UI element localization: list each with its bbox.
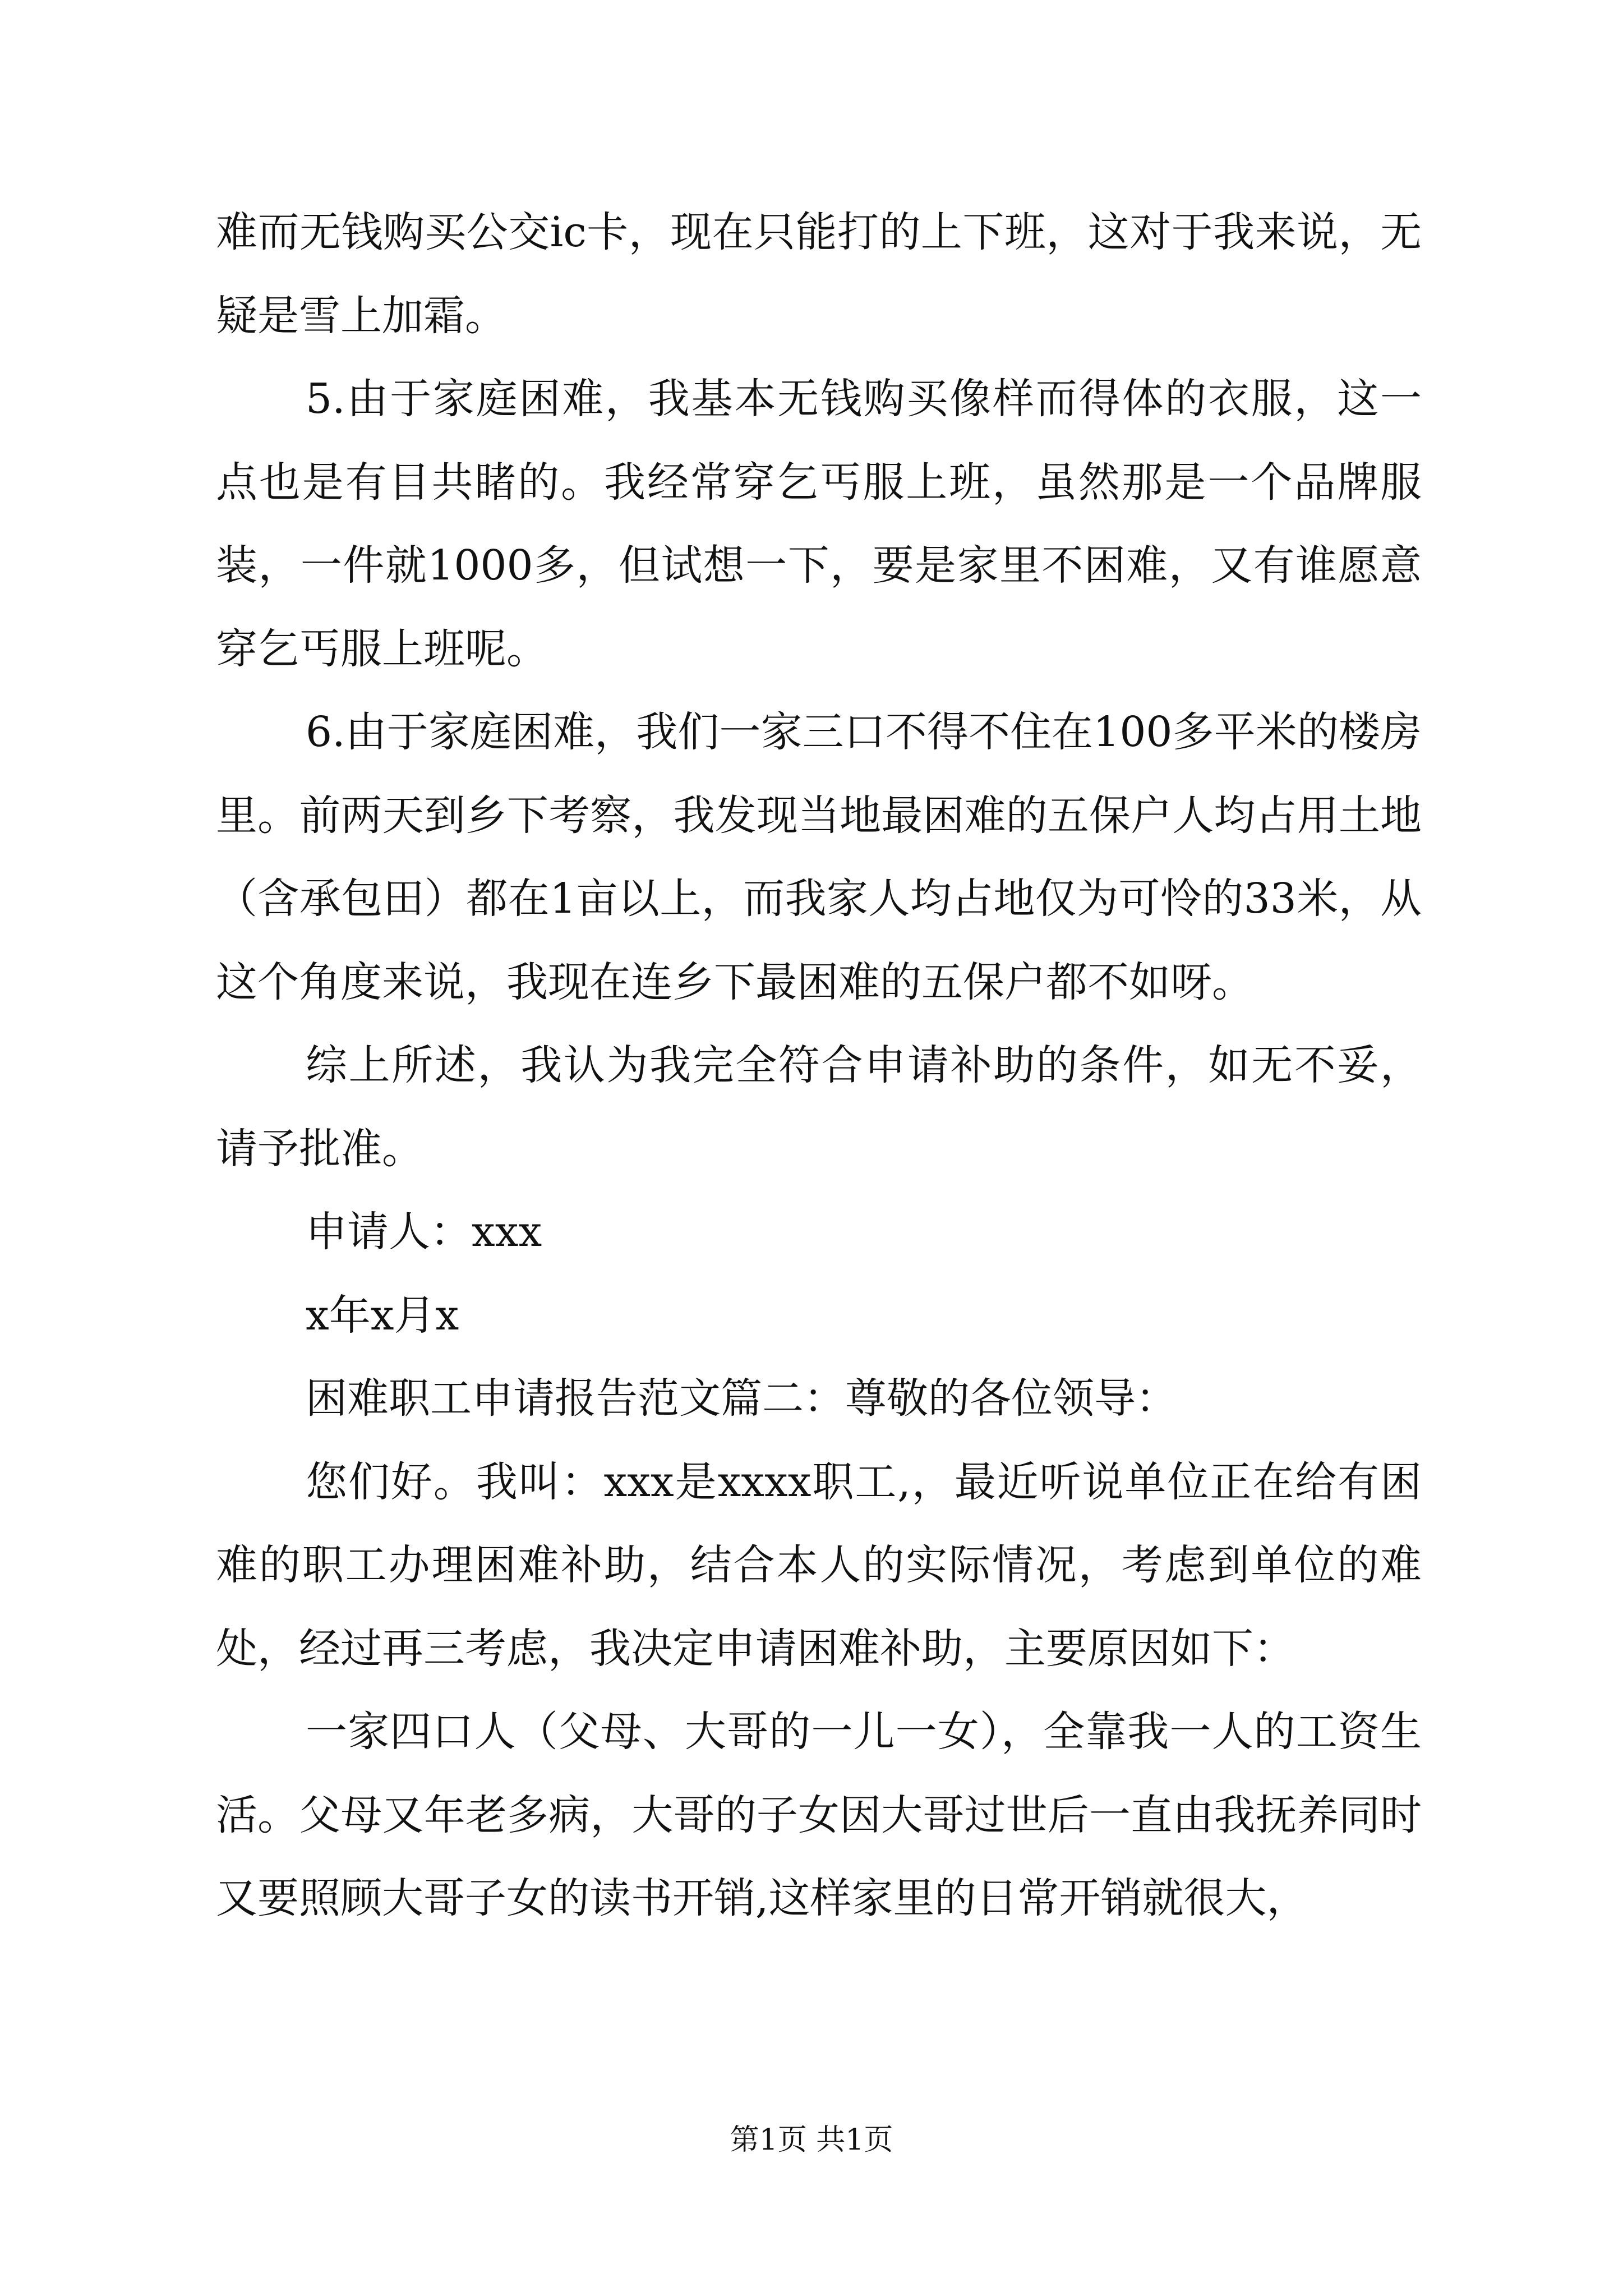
applicant-line: 申请人：xxx <box>306 1208 542 1256</box>
paragraph-4: 综上所述，我认为我完全符合申请补助的条件，如无不妥，请予批准。 <box>216 1041 1422 1173</box>
paragraph-1: 难而无钱购买公交ic卡，现在只能打的上下班，这对于我来说，无疑是雪上加霜。 <box>216 208 1422 340</box>
document-body <box>216 191 1422 1940</box>
date-line: x年x月x <box>306 1291 459 1340</box>
paragraph-3: 6.由于家庭困难，我们一家三口不得不住在100多平米的楼房里。前两天到乡下考察，我发现当地最困难的五保户人均占用土地（含承包田）都在1亩以上，而我家人均占地仅为可怜的33米，从这个角度来说，我现在连乡下最困难的五保户都不如呀。 <box>216 708 1422 1006</box>
paragraph-9: 一家四口人（父母、大哥的一儿一女），全靠我一人的工资生活。父母又年老多病，大哥的子女因大哥过世后一直由我抚养同时又要照顾大哥子女的读书开销,这样家里的日常开销就很大， <box>216 1708 1422 1922</box>
paragraph-2: 5.由于家庭困难，我基本无钱购买像样而得体的衣服，这一点也是有目共睹的。我经常穿乞丐服上班，虽然那是一个品牌服装，一件就1000多，但试想一下，要是家里不困难，又有谁愿意穿乞丐服上班呢。 <box>216 375 1422 673</box>
paragraph-8: 您们好。我叫：xxx是xxxx职工,，最近听说单位正在给有困难的职工办理困难补助，结合本人的实际情况，考虑到单位的难处，经过再三考虑，我决定申请困难补助，主要原因如下： <box>216 1457 1422 1673</box>
section-heading: 困难职工申请报告范文篇二：尊敬的各位领导： <box>306 1374 1177 1423</box>
page-footer: 第1页 共1页 <box>730 2123 893 2157</box>
